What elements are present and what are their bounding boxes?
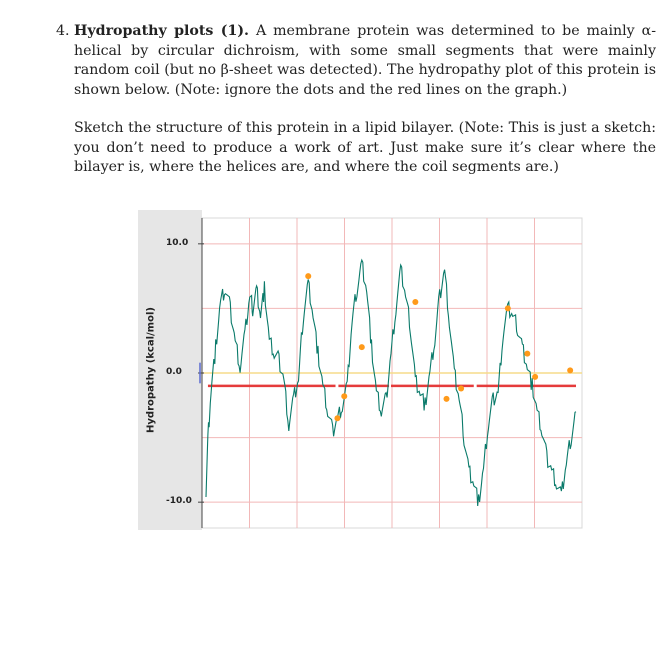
problem-paragraph-1: [74, 22, 656, 100]
problem-4: [56, 22, 656, 178]
problem-text-1: A membrane protein was determined to be mainly α-helical by circular dichroism, with some small segments that were mainly random coil (but no β-sheet was detected). The hydropathy plot of this protein is shown below. (Note: ignore the dots and the red lines on the graph.): [74, 23, 656, 98]
problem-paragraph-2: Sketch the structure of this protein in a lipid bilayer. (Note: This is just a sketch: you don’t need to produce a work of art. Just make sure it’s clear where the bilayer is, where the helices are, and where the coil segments are.): [74, 120, 656, 175]
highlight-dot: [444, 396, 450, 402]
highlight-dot: [305, 273, 311, 279]
hydropathy-plot: [138, 210, 588, 530]
y-tick-label: 0.0: [166, 367, 182, 377]
highlight-dot: [341, 393, 347, 399]
y-tick-label: -10.0: [166, 496, 192, 507]
highlight-dot: [334, 415, 340, 421]
plot-svg: [138, 210, 588, 530]
highlight-dot: [505, 305, 511, 311]
highlight-dot: [458, 386, 464, 392]
highlight-dot: [532, 374, 538, 380]
problem-number: 4.: [56, 23, 70, 39]
highlight-dot: [524, 351, 530, 357]
problem-title: Hydropathy plots (1).: [74, 23, 249, 39]
y-axis-label: Hydropathy (kcal/mol): [145, 307, 157, 433]
highlight-dot: [567, 367, 573, 373]
highlight-dot: [412, 299, 418, 305]
highlight-dot: [359, 344, 365, 350]
y-tick-label: 10.0: [166, 237, 189, 248]
